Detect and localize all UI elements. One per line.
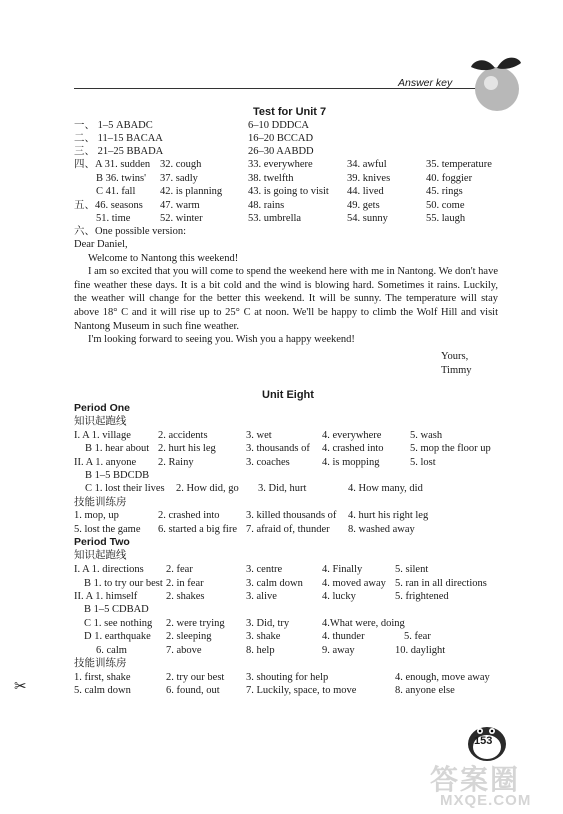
answer-item: 8. washed away [348,524,415,535]
answer-item: 1. mop, up [74,510,119,521]
answer-item: 五、46. seasons [74,200,143,211]
answer-item: 38. twelfth [248,173,294,184]
letter-signature: Timmy [441,365,472,376]
answer-item: 4. thunder [322,631,365,642]
watermark-logo-text: 答案圈 [430,764,521,795]
answer-item: 34. awful [347,159,387,170]
section-subheading: 技能训练房 [74,658,127,669]
answer-item: 9. away [322,645,355,656]
answer-item: 4. How many, did [348,483,423,494]
answer-item: 3. wet [246,430,272,441]
period-one-heading: Period One [74,402,131,414]
answer-item: 3. Did, hurt [258,483,307,494]
answer-item: 33. everywhere [248,159,313,170]
answer-item: II. A 1. himself [74,591,138,602]
answer-item: 2. crashed into [158,510,220,521]
answer-item: 43. is going to visit [248,186,329,197]
answer-item: 5. fear [404,631,431,642]
orange-fruit-icon [465,53,527,115]
answer-item: 55. laugh [426,213,466,224]
answer-item: 3. killed thousands of [246,510,337,521]
period-two-heading: Period Two [74,536,130,548]
answer-item: 4. hurt his right leg [348,510,429,521]
answer-item: 4. moved away [322,578,386,589]
answer-item: 5. calm down [74,685,131,696]
answer-item: 35. temperature [426,159,492,170]
answer-item: 3. coaches [246,457,290,468]
answer-item: 6–10 DDDCA [248,120,309,131]
answer-item: 3. shake [246,631,281,642]
unit7-title: Test for Unit 7 [253,106,327,118]
header-label: Answer key [398,77,453,89]
answer-item: 2. shakes [166,591,205,602]
answer-item: 32. cough [160,159,202,170]
answer-item: 47. warm [160,200,200,211]
answer-item: 四、A 31. sudden [74,159,151,170]
answer-item: 2. fear [166,564,193,575]
answer-item: II. A 1. anyone [74,457,137,468]
answer-item: 37. sadly [160,173,198,184]
scissors-icon: ✂ [14,679,27,695]
answer-item: 2. in fear [166,578,204,589]
unit8-title: Unit Eight [262,389,314,401]
answer-item: 4. Finally [322,564,363,575]
answer-item: 4. crashed into [322,443,384,454]
answer-item: 3. Did, try [246,618,290,629]
answer-item: I. A 1. village [74,430,131,441]
answer-item: 2. Rainy [158,457,194,468]
letter-paragraph: I'm looking forward to seeing you. Wish you a happy weekend! [88,334,355,346]
answer-item: 6. calm [96,645,127,656]
answer-item: 7. Luckily, space, to move [246,685,357,696]
answer-item: 52. winter [160,213,203,224]
answer-item: 42. is planning [160,186,223,197]
answer-item: C 1. see nothing [84,618,153,629]
answer-item: 40. foggier [426,173,473,184]
watermark-domain: MXQE.COM [440,792,532,809]
site-watermark [430,758,555,814]
answer-item: 7. above [166,645,202,656]
answer-item: 2. accidents [158,430,208,441]
answer-item: D 1. earthquake [84,631,151,642]
letter-greeting: Dear Daniel, [74,239,128,250]
answer-item: B 1–5 BDCDB [85,470,150,481]
letter-paragraph: I am so excited that you will come to spend the weekend here with me in Nantong. We don't have fine weather these days. It is a bit cold and the wind is blowing hard. Sometimes it rains. Luckily, the weather will change for the better this weekend. It will be sunny. The temperature will stay above 18° C and it will rise up to 25° C at noon. We'll be happy to climb the Wolf Hill and visit Nantong Museum in such fine weather. [74,266,498,332]
answer-item: 4.What were, doing [322,618,405,629]
answer-item: C 1. lost their lives [85,483,165,494]
answer-item: 4. enough, move away [395,672,490,683]
answer-item: 2. try our best [166,672,225,683]
answer-item: 三、 21–25 BBADA [74,146,164,157]
answer-item: B 1. hear about [85,443,150,454]
answer-item: 5. silent [395,564,429,575]
answer-item: 16–20 BCCAD [248,133,314,144]
letter-paragraph: Welcome to Nantong this weekend! [88,252,239,264]
answer-item: 5. frightened [395,591,449,602]
answer-item: 53. umbrella [248,213,302,224]
answer-item: 2. were trying [166,618,225,629]
answer-item: 一、 1–5 ABADC [74,120,153,131]
answer-item: 7. afraid of, thunder [246,524,330,535]
answer-item: 50. come [426,200,465,211]
answer-item: 3. thousands of [246,443,310,454]
answer-item: 51. time [96,213,131,224]
answer-item: 39. knives [347,173,391,184]
answer-item: 六、One possible version: [74,226,186,237]
answer-item: 26–30 AABDD [248,146,314,157]
answer-item: 8. help [246,645,275,656]
answer-item: 5. ran in all directions [395,578,487,589]
answer-item: 3. centre [246,564,283,575]
answer-item: 49. gets [347,200,380,211]
answer-item: 54. sunny [347,213,388,224]
answer-item: 44. lived [347,186,384,197]
answer-item: 4. everywhere [322,430,382,441]
section-subheading: 技能训练房 [74,497,127,508]
answer-item: 5. wash [410,430,443,441]
answer-item: 2. sleeping [166,631,212,642]
answer-item: 6. started a big fire [158,524,238,535]
answer-item: 3. shouting for help [246,672,329,683]
answer-item: 45. rings [426,186,463,197]
answer-item: B 36. twins' [96,173,147,184]
section-subheading: 知识起跑线 [74,550,127,561]
answer-item: 5. lost [410,457,436,468]
answer-item: 2. hurt his leg [158,443,216,454]
answer-item: 5. mop the floor up [410,443,491,454]
answer-item: B 1. to try our best [84,578,163,589]
answer-item: 4. lucky [322,591,356,602]
answer-item: B 1–5 CDBAD [84,604,149,615]
answer-item: 6. found, out [166,685,220,696]
answer-item: 10. daylight [395,645,446,656]
answer-item: 二、 11–15 BACAA [74,133,163,144]
answer-item: C 41. fall [96,186,136,197]
page-number: 153 [474,735,493,747]
answer-item: I. A 1. directions [74,564,144,575]
letter-closing: Yours, [441,351,469,362]
answer-item: 48. rains [248,200,285,211]
sample-letter [74,238,498,347]
section-subheading: 知识起跑线 [74,416,127,427]
answer-item: 3. alive [246,591,277,602]
answer-item: 1. first, shake [74,672,131,683]
answer-item: 4. is mopping [322,457,380,468]
answer-item: 8. anyone else [395,685,455,696]
answer-item: 2. How did, go [176,483,239,494]
answer-item: 3. calm down [246,578,303,589]
answer-item: 5. lost the game [74,524,141,535]
